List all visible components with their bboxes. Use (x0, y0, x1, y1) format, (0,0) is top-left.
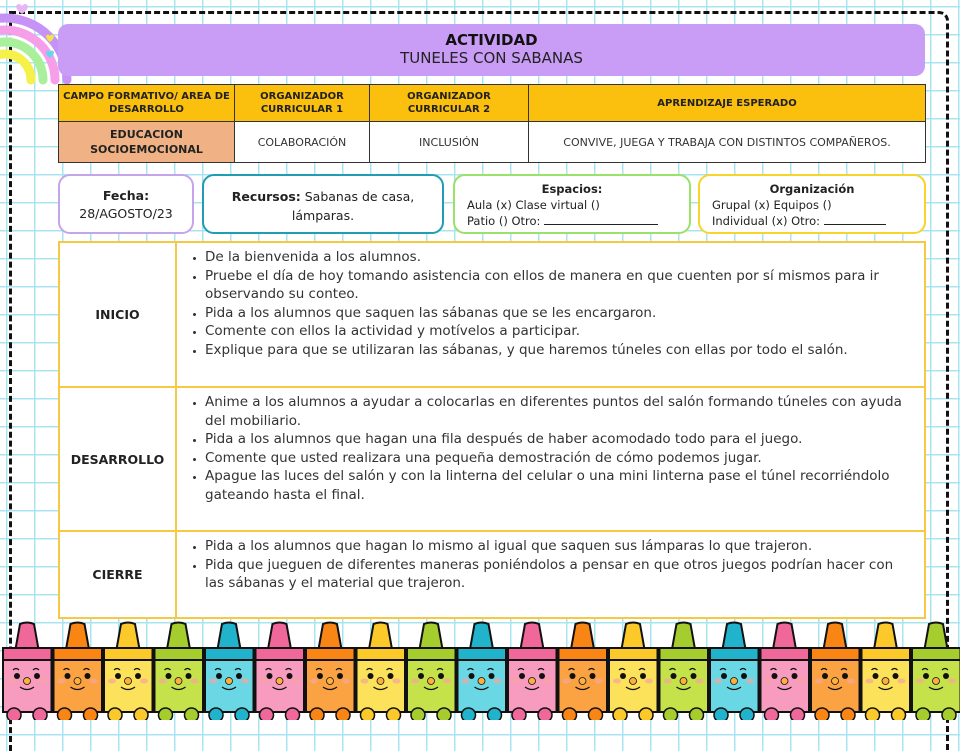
value-organizador-2: INCLUSIÓN (370, 122, 529, 163)
phase-list-inicio (178, 248, 923, 359)
phase-list-cierre (178, 537, 923, 593)
recursos-box (202, 174, 444, 234)
list-item: • Pida que jueguen de diferentes maneras poniéndolos a pensar en que otros juegos podrían hacer con las sábanas y el material que trajeron. (205, 556, 913, 593)
phase-name-cierre: CIERRE (59, 531, 176, 618)
curriculum-table (58, 84, 926, 163)
crayon-icon (54, 623, 103, 721)
curriculum-value-row (59, 122, 926, 163)
crayon-icon (862, 623, 911, 721)
list-item: • Apague las luces del salón y con la linterna del celular o una mini linterna pase el túnel recorriéndolo gateando hasta el final. (205, 467, 913, 504)
header-organizador-2: ORGANIZADOR CURRICULAR 2 (370, 85, 529, 122)
crayon-icon (3, 623, 52, 721)
phase-row-inicio (59, 242, 925, 387)
crayon-icon (609, 623, 658, 721)
fecha-box (58, 174, 194, 234)
crayon-icon (559, 623, 608, 721)
espacios-label: Espacios: (541, 182, 603, 196)
crayon-icon (256, 623, 305, 721)
crayon-icon (357, 623, 406, 721)
list-item: • De la bienvenida a los alumnos. (205, 248, 913, 267)
fecha-label: Fecha: (102, 188, 150, 203)
crayon-icon (710, 623, 759, 721)
header-aprendizaje-esperado: APRENDIZAJE ESPERADO (529, 85, 926, 122)
list-item: • Pida a los alumnos que saquen las sábanas que se les encargaron. (205, 304, 913, 323)
crayon-icon (761, 623, 810, 721)
value-aprendizaje-esperado: CONVIVE, JUEGA Y TRABAJA CON DISTINTOS COMPAÑEROS. (529, 122, 926, 163)
phase-row-cierre (59, 531, 925, 618)
phase-content-desarrollo (176, 387, 925, 531)
espacios-line-2: Patio () Otro: (467, 214, 545, 228)
crayon-icon (104, 623, 153, 721)
list-item: • Comente con ellos la actividad y motívelos a participar. (205, 322, 913, 341)
espacios-box (453, 174, 691, 234)
value-organizador-1: COLABORACIÓN (235, 122, 370, 163)
list-item: • Anime a los alumnos a ayudar a colocarlas en diferentes puntos del salón formando túneles con ayuda del mobiliario. (205, 393, 913, 430)
espacios-line-1: Aula (x) Clase virtual () (467, 198, 600, 212)
header-organizador-1: ORGANIZADOR CURRICULAR 1 (235, 85, 370, 122)
phase-content-cierre (176, 531, 925, 618)
recursos-value: Sabanas de casa, lámparas. (291, 189, 415, 223)
crayon-icon (811, 623, 860, 721)
activity-heading: ACTIVIDAD (445, 31, 538, 49)
organizacion-line-2: Individual (x) Otro: (712, 214, 824, 228)
organizacion-otro-blank (824, 213, 886, 225)
list-item: • Pruebe el día de hoy tomando asistencia con ellos de manera en que cuenten por sí mismos para ir observando su conteo. (205, 267, 913, 304)
crayon-icon (508, 623, 557, 721)
phase-list-desarrollo (178, 393, 923, 504)
header-campo-formativo: CAMPO FORMATIVO/ AREA DE DESARROLLO (59, 85, 235, 122)
organizacion-label: Organización (769, 182, 855, 196)
phases-table (58, 241, 926, 619)
phase-row-desarrollo (59, 387, 925, 531)
phase-name-desarrollo: DESARROLLO (59, 387, 176, 531)
activity-title-bar (58, 24, 925, 76)
organizacion-line-1: Grupal (x) Equipos () (712, 198, 832, 212)
phase-content-inicio (176, 242, 925, 387)
crayon-icon (155, 623, 204, 721)
fecha-value: 28/AGOSTO/23 (79, 206, 173, 221)
crayon-icon (407, 623, 456, 721)
espacios-otro-blank (544, 213, 658, 225)
crayon-icon (205, 623, 254, 721)
activity-name: TUNELES CON SABANAS (400, 49, 583, 67)
crayon-icon (660, 623, 709, 721)
heart-icon (16, 4, 28, 14)
rainbow-arc (0, 54, 31, 80)
curriculum-header-row (59, 85, 926, 122)
list-item: • Pida a los alumnos que hagan lo mismo al igual que saquen sus lámparas lo que trajeron. (205, 537, 913, 556)
list-item: • Explique para que se utilizaran las sábanas, y que haremos túneles con ellas por todo el salón. (205, 341, 913, 360)
crayon-border-decoration (0, 620, 960, 720)
list-item: • Pida a los alumnos que hagan una fila después de haber acomodado todo para el juego. (205, 430, 913, 449)
crayon-icon (306, 623, 355, 721)
crayon-icon (912, 623, 960, 721)
list-item: • Comente que usted realizara una pequeña demostración de cómo podemos jugar. (205, 449, 913, 468)
organizacion-box (698, 174, 926, 234)
recursos-label: Recursos: (231, 189, 301, 204)
crayon-icon (458, 623, 507, 721)
value-campo-formativo: EDUCACION SOCIOEMOCIONAL (59, 122, 235, 163)
phase-name-inicio: INICIO (59, 242, 176, 387)
